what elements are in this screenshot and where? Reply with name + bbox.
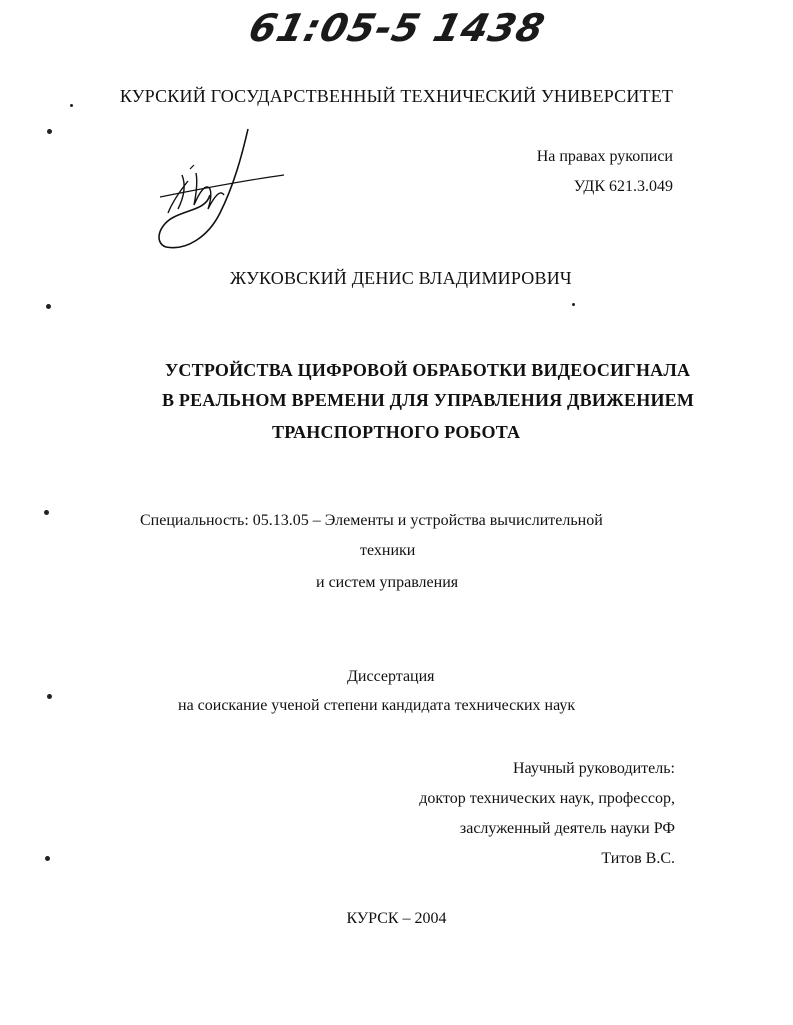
specialty-line-1: Специальность: 05.13.05 – Элементы и устройства вычислительной — [140, 512, 603, 529]
specialty-line-2: техники — [360, 542, 416, 559]
supervisor-label: Научный руководитель: — [512, 760, 675, 777]
dissertation-label: Диссертация — [347, 668, 435, 685]
scan-mark — [47, 694, 52, 699]
dissertation-title-line-2: В РЕАЛЬНОМ ВРЕМЕНИ ДЛЯ УПРАВЛЕНИЯ ДВИЖЕНИЕМ — [162, 390, 695, 410]
supervisor-honor: заслуженный деятель науки РФ — [459, 820, 675, 837]
scan-mark — [47, 129, 52, 134]
degree-purpose: на соискание ученой степени кандидата технических наук — [178, 697, 576, 714]
supervisor-name: Титов В.С. — [601, 850, 675, 867]
signature-icon — [150, 125, 290, 255]
supervisor-degree: доктор технических наук, профессор, — [419, 790, 675, 807]
scan-mark — [44, 510, 49, 515]
archive-code-handwritten: 61:05-5 1438 — [244, 6, 550, 50]
scan-mark — [46, 304, 51, 309]
manuscript-rights: На правах рукописи — [536, 148, 673, 165]
udk-code: УДК 621.3.049 — [573, 178, 673, 195]
dissertation-title-line-3: ТРАНСПОРТНОГО РОБОТА — [272, 422, 521, 442]
scan-mark — [70, 104, 73, 107]
city-year: КУРСК – 2004 — [346, 910, 447, 927]
specialty-line-3: и систем управления — [316, 574, 459, 591]
scan-mark — [572, 303, 575, 306]
dissertation-title-line-1: УСТРОЙСТВА ЦИФРОВОЙ ОБРАБОТКИ ВИДЕОСИГНАЛА — [165, 360, 691, 380]
university-name: КУРСКИЙ ГОСУДАРСТВЕННЫЙ ТЕХНИЧЕСКИЙ УНИВЕРСИТЕТ — [119, 86, 674, 106]
author-name: ЖУКОВСКИЙ ДЕНИС ВЛАДИМИРОВИЧ — [230, 268, 572, 288]
scan-mark — [45, 856, 50, 861]
